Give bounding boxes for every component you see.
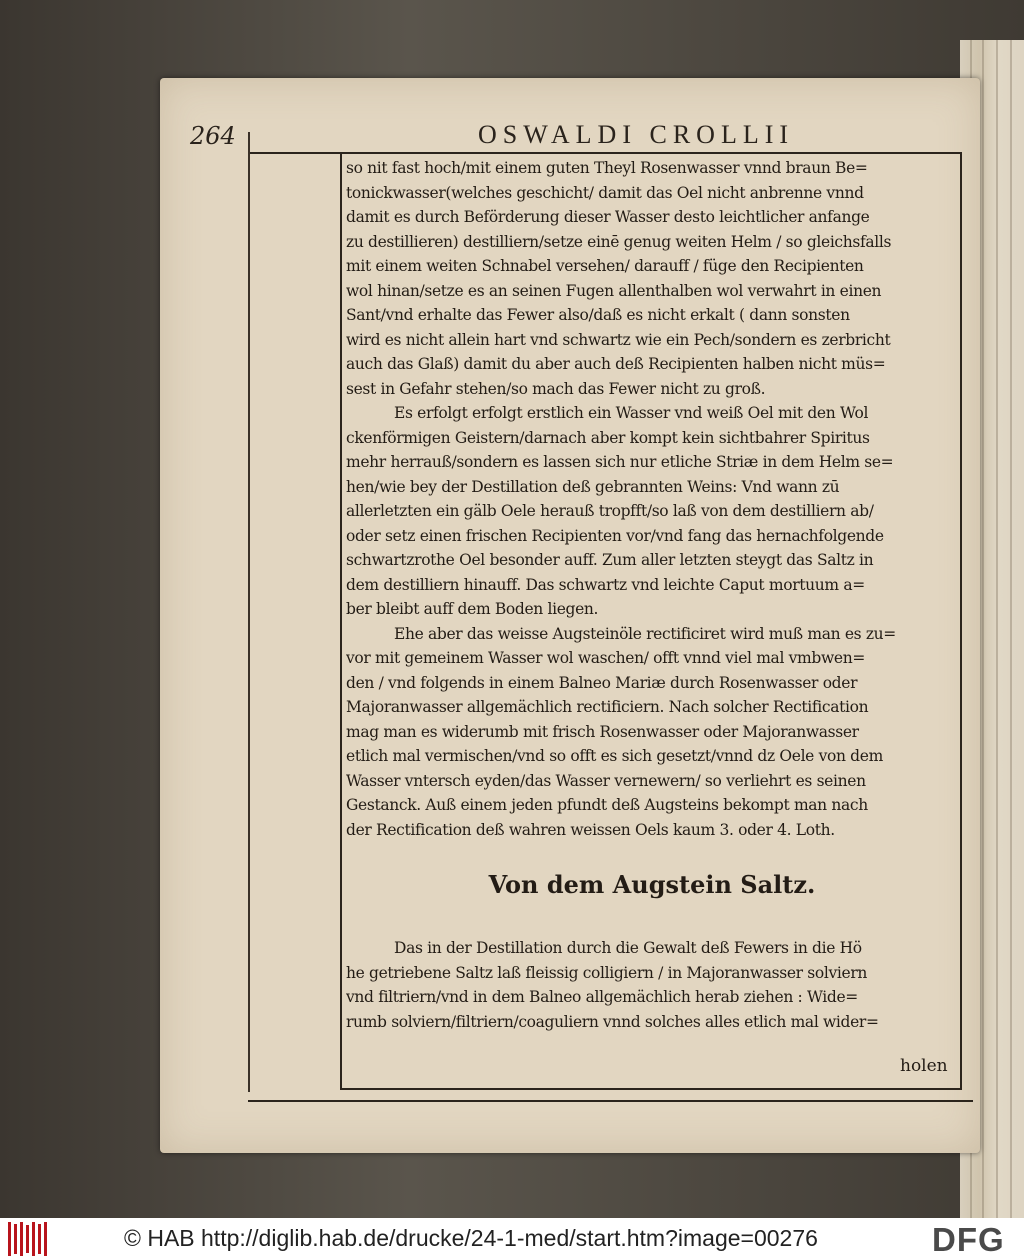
text-line: Sant/vnd erhalte das Fewer also/daß es nicht erkalt ( dann sonsten — [346, 306, 850, 324]
text-line: Es erfolgt erfolgt erstlich ein Wasser vnd weiß Oel mit den Wol — [394, 404, 869, 422]
section-heading: Von dem Augstein Saltz. — [488, 870, 816, 899]
text-line: mehr herrauß/sondern es lassen sich nur etliche Striæ in dem Helm se= — [346, 453, 894, 471]
text-line: oder setz einen frischen Recipienten vor/vnd fang das hernachfolgende — [346, 526, 884, 545]
text-line: zu destillieren) destilliern/setze einē genug weiten Helm / so gleichsfalls — [346, 232, 892, 251]
top-rule — [250, 152, 962, 154]
bottom-rule — [342, 1088, 962, 1090]
text-line: mit einem weiten Schnabel versehen/ darauff / füge den Recipienten — [346, 257, 864, 275]
text-line: sest in Gefahr stehen/so mach das Fewer nicht zu groß. — [346, 379, 766, 398]
text-line: Gestanck. Auß einem jeden pfundt deß Augsteins bekompt man nach — [346, 796, 868, 814]
text-line: so nit fast hoch/mit einem guten Theyl Rosenwasser vnnd braun Be= — [346, 159, 868, 177]
text-line: rumb solviern/filtriern/coaguliern vnnd solches alles etlich mal wider= — [346, 1012, 879, 1031]
hab-logo-icon — [6, 1222, 46, 1256]
section-text-block — [346, 936, 958, 1034]
source-link[interactable]: © HAB http://diglib.hab.de/drucke/24-1-med/start.htm?image=00276 — [124, 1225, 818, 1251]
catchword: holen — [900, 1056, 948, 1076]
text-line: mag man es widerumb mit frisch Rosenwasser oder Majoranwasser — [346, 722, 859, 741]
text-line: Ehe aber das weisse Augsteinöle rectificiret wird muß man es zu= — [394, 624, 896, 643]
page-number: 264 — [190, 122, 236, 150]
text-line: dem destilliern hinauff. Das schwartz vnd leichte Caput mortuum a= — [346, 575, 865, 594]
text-line: schwartzrothe Oel besonder auff. Zum aller letzten steygt das Saltz in — [346, 551, 874, 569]
text-line: Majoranwasser allgemächlich rectificiern. Nach solcher Rectification — [346, 698, 869, 716]
text-line: he getriebene Saltz laß fleissig colligiern / in Majoranwasser solviern — [346, 963, 868, 982]
frame-left-rule — [340, 152, 342, 1090]
text-line: allerletzten ein gälb Oele herauß tropfft/so laß von dem destilliern ab/ — [346, 502, 874, 520]
bottom-rule-outer — [248, 1100, 973, 1102]
main-text-block — [346, 156, 958, 842]
text-line: tonickwasser(welches geschicht/ damit das Oel nicht anbrenne vnnd — [346, 183, 864, 202]
margin-rule — [248, 132, 250, 1092]
text-line: den / vnd folgends in einem Balneo Mariæ durch Rosenwasser oder — [346, 673, 858, 692]
text-line: wol hinan/setze es an seinen Fugen allenthalben wol verwahrt in einen — [346, 281, 882, 300]
text-line: ber bleibt auff dem Boden liegen. — [346, 600, 599, 618]
text-line: hen/wie bey der Destillation deß gebrannten Weins: Vnd wann zū — [346, 477, 840, 496]
text-line: damit es durch Beförderung dieser Wasser desto leichtlicher anfange — [346, 208, 870, 226]
running-head: OSWALDI CROLLII — [478, 120, 795, 149]
footer-bar — [0, 1218, 1024, 1260]
text-line: Das in der Destillation durch die Gewalt deß Fewers in die Hö — [394, 939, 862, 957]
text-line: etlich mal vermischen/vnd so offt es sich gesetzt/vnnd dz Oele von dem — [346, 747, 883, 765]
page-header — [190, 120, 960, 150]
text-line: vor mit gemeinem Wasser wol waschen/ offt vnnd viel mal vmbwen= — [346, 649, 865, 667]
text-line: ckenförmigen Geistern/darnach aber kompt kein sichtbahrer Spiritus — [346, 428, 870, 447]
text-line: auch das Glaß) damit du aber auch deß Recipienten halben nicht müs= — [346, 355, 886, 373]
frame-right-rule — [960, 152, 962, 1090]
dfg-logo: DFG — [932, 1221, 1005, 1258]
text-line: wird es nicht allein hart vnd schwartz wie ein Pech/sondern es zerbricht — [346, 330, 891, 349]
text-line: vnd filtriern/vnd in dem Balneo allgemächlich herab ziehen : Wide= — [346, 988, 858, 1006]
text-line: der Rectification deß wahren weissen Oels kaum 3. oder 4. Loth. — [346, 820, 835, 839]
text-line: Wasser vntersch eyden/das Wasser vernewern/ so verliehrt es seinen — [346, 771, 866, 790]
